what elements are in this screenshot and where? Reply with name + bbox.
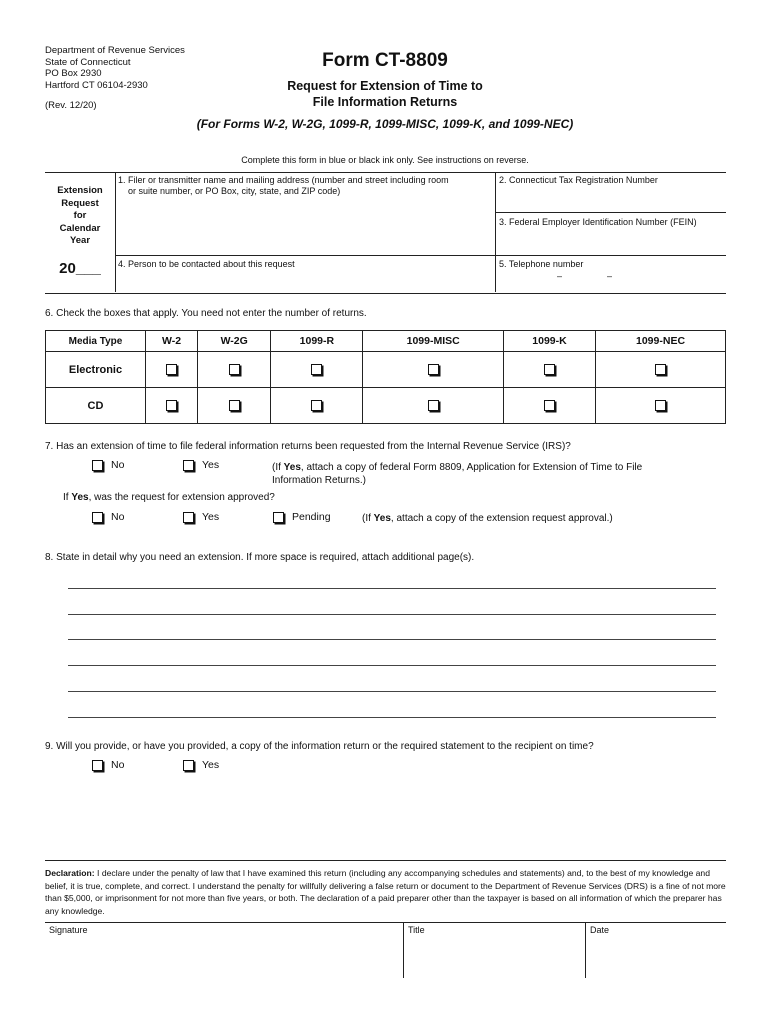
media-type-table — [45, 330, 726, 424]
checkbox-electronic-1099misc[interactable] — [428, 364, 439, 375]
question-6: 6. Check the boxes that apply. You need not enter the number of returns. — [45, 308, 367, 319]
explanation-line[interactable] — [68, 665, 716, 666]
q7-yes-option[interactable]: Yes — [183, 459, 219, 471]
date-field[interactable]: Date — [590, 925, 610, 935]
subtitle-line-2: File Information Returns — [312, 95, 458, 109]
q7-approval-question: If Yes, was the request for extension approved? — [63, 492, 275, 503]
approval-no-option[interactable]: No — [92, 511, 124, 523]
filer-name-address-field[interactable]: 1. Filer or transmitter name and mailing address (number and street including room or suite number, or PO Box, city, state, and ZIP code) — [118, 175, 449, 196]
column-header: 1099-MISC — [363, 331, 504, 352]
explanation-line[interactable] — [68, 639, 716, 640]
phone-separator: – — [607, 271, 613, 281]
checkbox-cd-w2g[interactable] — [229, 400, 240, 411]
divider — [403, 922, 404, 978]
checkbox-electronic-1099r[interactable] — [311, 364, 322, 375]
applicable-forms: (For Forms W-2, W-2G, 1099-R, 1099-MISC, 1099-K, and 1099-NEC) — [196, 117, 574, 131]
form-title: Form CT-8809 — [322, 50, 448, 71]
table-row — [46, 388, 726, 424]
table-header-row — [46, 331, 726, 352]
q9-yes-checkbox[interactable] — [183, 760, 194, 771]
agency-address — [45, 45, 185, 91]
approval-pending-checkbox[interactable] — [273, 512, 284, 523]
checkbox-electronic-w2g[interactable] — [229, 364, 240, 375]
declaration-text: I declare under the penalty of law that I have examined this return (including any accompanying schedules and statements) and, to the best of my knowledge and belief, it is true, complete, and correct. I understand the penalty for willfully delivering a false return or document to the Department of Revenue Services (DRS) is a fine of not more than $5,000, or imprisonment for not more than five years, or both. The declaration of a paid preparer other than the taxpayer is based on all information of which the preparer has any knowledge. — [45, 868, 726, 916]
divider — [495, 172, 496, 292]
fein-field[interactable]: 3. Federal Employer Identification Number (FEIN) — [499, 217, 697, 227]
q7-no-option[interactable]: No — [92, 459, 124, 471]
ct-tax-registration-field[interactable]: 2. Connecticut Tax Registration Number — [499, 175, 658, 185]
approval-attach-note: (If Yes, attach a copy of the extension request approval.) — [362, 513, 613, 524]
form-subtitle — [230, 78, 540, 110]
signature-field[interactable]: Signature — [49, 925, 88, 935]
table-row — [46, 352, 726, 388]
checkbox-cd-1099nec[interactable] — [655, 400, 666, 411]
approval-yes-checkbox[interactable] — [183, 512, 194, 523]
declaration-label: Declaration: — [45, 868, 95, 878]
column-header: W-2 — [146, 331, 198, 352]
agency-line: PO Box 2930 — [45, 68, 102, 79]
explanation-line[interactable] — [68, 588, 716, 589]
divider — [115, 255, 726, 256]
q7-yes-checkbox[interactable] — [183, 460, 194, 471]
column-header: 1099-NEC — [596, 331, 726, 352]
explanation-line[interactable] — [68, 614, 716, 615]
q7-no-checkbox[interactable] — [92, 460, 103, 471]
contact-person-field[interactable]: 4. Person to be contacted about this request — [118, 259, 295, 269]
approval-yes-option[interactable]: Yes — [183, 511, 219, 523]
question-9: 9. Will you provide, or have you provided, a copy of the information return or the required statement to the recipient on time? — [45, 741, 594, 752]
declaration — [45, 860, 726, 917]
agency-line: Hartford CT 06104-2930 — [45, 79, 148, 91]
checkbox-electronic-w2[interactable] — [166, 364, 177, 375]
divider — [585, 922, 586, 978]
media-type-header: Media Type — [46, 331, 146, 352]
title-field[interactable]: Title — [408, 925, 425, 935]
extension-year-label: Extension Request for Calendar Year — [57, 185, 103, 246]
calendar-year-field[interactable]: 20___ — [59, 260, 101, 277]
row-label-electronic: Electronic — [46, 352, 146, 388]
telephone-field[interactable]: 5. Telephone number – – — [499, 259, 613, 281]
checkbox-cd-1099misc[interactable] — [428, 400, 439, 411]
checkbox-electronic-1099k[interactable] — [544, 364, 555, 375]
explanation-line[interactable] — [68, 691, 716, 692]
q9-no-checkbox[interactable] — [92, 760, 103, 771]
subtitle-line-1: Request for Extension of Time to — [287, 79, 483, 93]
column-header: W-2G — [198, 331, 271, 352]
column-header: 1099-K — [503, 331, 595, 352]
explanation-line[interactable] — [68, 717, 716, 718]
ink-instruction: Complete this form in blue or black ink only. See instructions on reverse. — [241, 155, 529, 165]
phone-separator: – — [557, 271, 563, 281]
checkbox-electronic-1099nec[interactable] — [655, 364, 666, 375]
checkbox-cd-w2[interactable] — [166, 400, 177, 411]
revision-date: (Rev. 12/20) — [45, 100, 97, 111]
q7-attach-note: (If Yes, attach a copy of federal Form 8809, Application for Extension of Time to File Information Returns.) — [272, 462, 643, 486]
column-header: 1099-R — [271, 331, 363, 352]
agency-line: Department of Revenue Services — [45, 45, 185, 56]
question-8: 8. State in detail why you need an extension. If more space is required, attach additional page(s). — [45, 552, 475, 563]
divider — [495, 212, 726, 213]
approval-pending-option[interactable]: Pending — [273, 511, 331, 523]
question-7: 7. Has an extension of time to file federal information returns been requested from the Internal Revenue Service (IRS)? — [45, 441, 571, 452]
approval-no-checkbox[interactable] — [92, 512, 103, 523]
checkbox-cd-1099r[interactable] — [311, 400, 322, 411]
q9-no-option[interactable]: No — [92, 759, 124, 771]
q9-yes-option[interactable]: Yes — [183, 759, 219, 771]
agency-line: State of Connecticut — [45, 56, 131, 68]
row-label-cd: CD — [46, 388, 146, 424]
divider — [115, 172, 116, 292]
checkbox-cd-1099k[interactable] — [544, 400, 555, 411]
